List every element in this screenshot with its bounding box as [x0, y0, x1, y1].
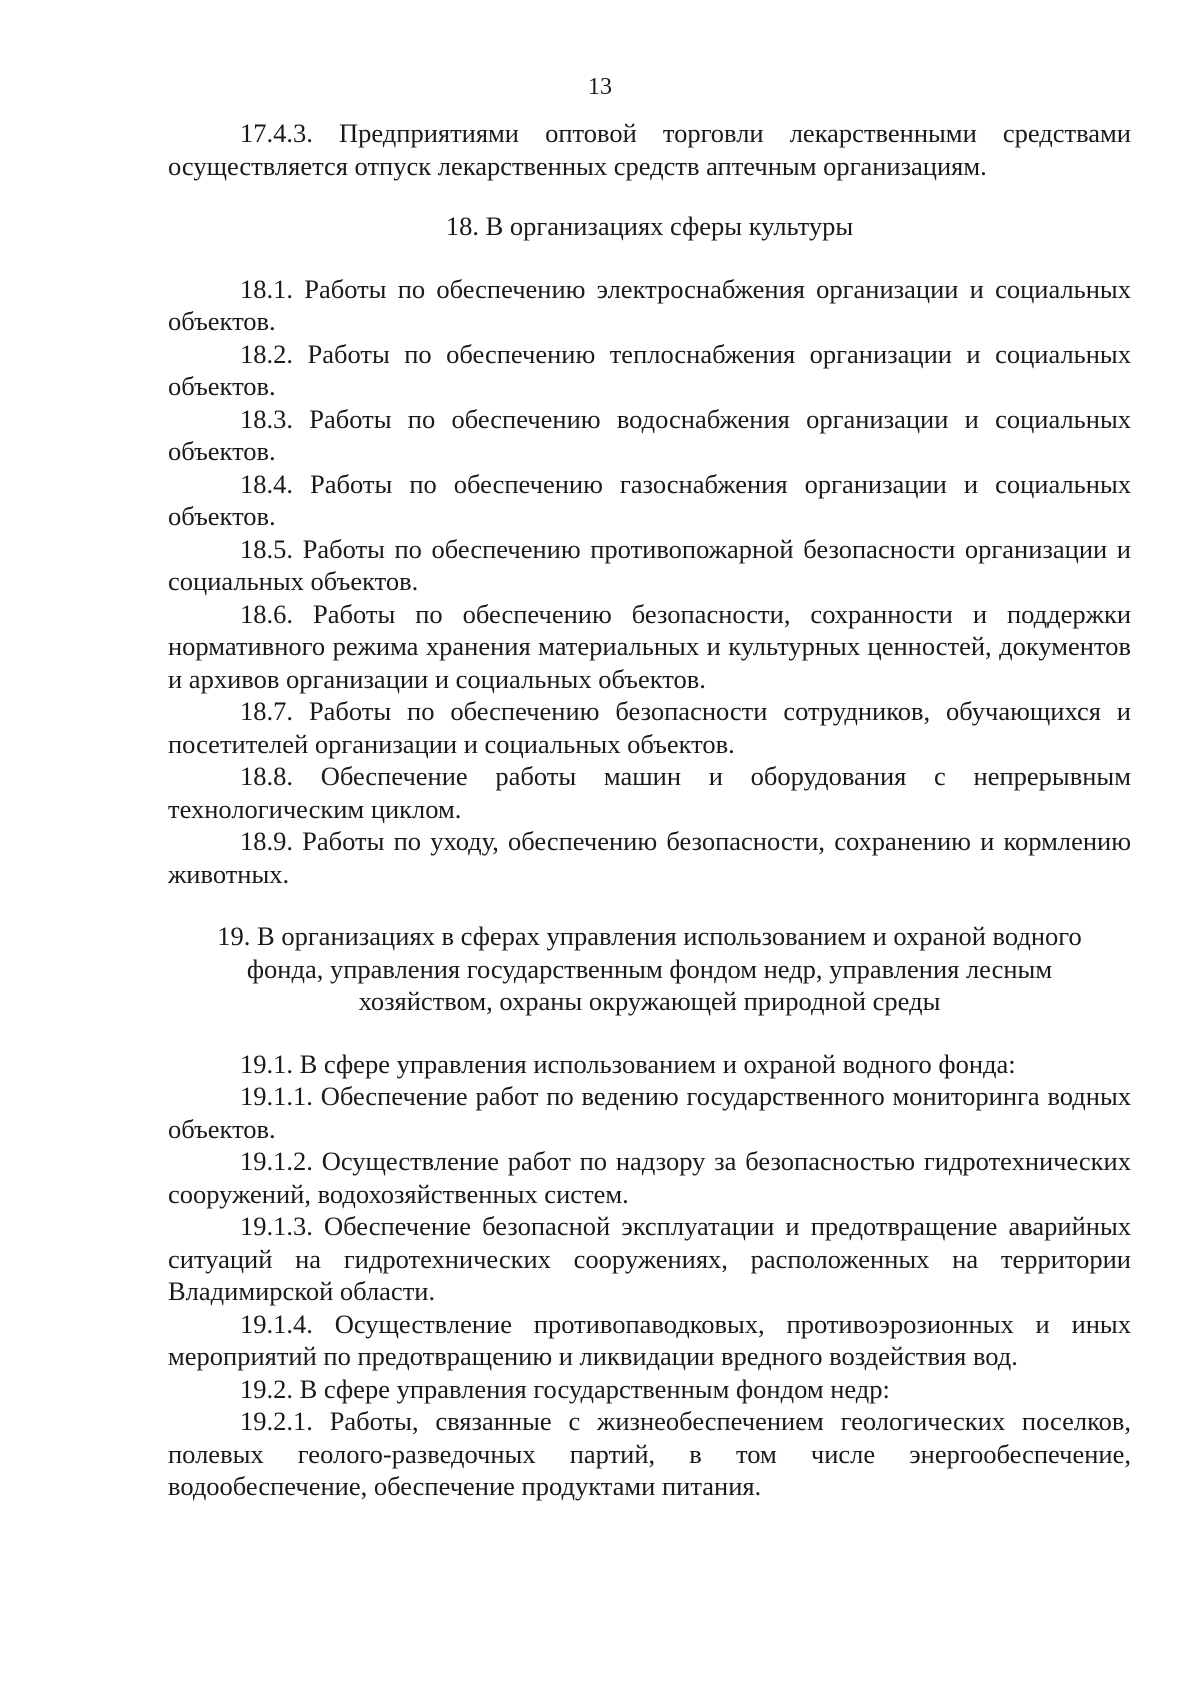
paragraph-18-2: 18.2. Работы по обеспечению теплоснабжения организации и социальных объектов.: [168, 338, 1131, 401]
paragraph-18-4: 18.4. Работы по обеспечению газоснабжения организации и социальных объектов.: [168, 468, 1131, 531]
paragraph-18-3: 18.3. Работы по обеспечению водоснабжения организации и социальных объектов.: [168, 403, 1131, 466]
section-18-heading: 18. В организациях сферы культуры: [445, 211, 854, 241]
paragraph-19-1-2: 19.1.2. Осуществление работ по надзору за безопасностью гидротехнических сооружений, водохозяйственных систем.: [168, 1146, 1131, 1209]
section-19-heading: 19. В организациях в сферах управления использованием и охраной водного фонда, управления государственным фондом недр, управления лесным хозяйством, охраны окружающей природной среды: [217, 921, 1082, 1016]
paragraph-18-7: 18.7. Работы по обеспечению безопасности сотрудников, обучающихся и посетителей организации и социальных объектов.: [168, 696, 1131, 759]
paragraph-18-5: 18.5. Работы по обеспечению противопожарной безопасности организации и социальных объектов.: [168, 533, 1131, 596]
paragraph-18-9: 18.9. Работы по уходу, обеспечению безопасности, сохранению и кормлению животных.: [168, 826, 1131, 889]
paragraph-17-4-3: 17.4.3. Предприятиями оптовой торговли лекарственными средствами осуществляется отпуск лекарственных средств аптечным организациям.: [168, 118, 1131, 181]
paragraph-19-1-1: 19.1.1. Обеспечение работ по ведению государственного мониторинга водных объектов.: [168, 1081, 1131, 1144]
paragraph-19-1-4: 19.1.4. Осуществление противопаводковых, противоэрозионных и иных мероприятий по предотвращению и ликвидации вредного воздействия вод.: [168, 1308, 1131, 1371]
paragraph-18-8: 18.8. Обеспечение работы машин и оборудования с непрерывным технологическим циклом.: [168, 761, 1131, 824]
paragraph-19-1: 19.1. В сфере управления использованием и охраной водного фонда:: [240, 1048, 1016, 1079]
document-body: [168, 117, 1131, 1503]
page-number: 13: [588, 74, 612, 100]
paragraph-19-1-3: 19.1.3. Обеспечение безопасной эксплуатации и предотвращение аварийных ситуаций на гидротехнических сооружениях, расположенных на территории Владимирской области.: [168, 1211, 1131, 1306]
paragraph-18-6: 18.6. Работы по обеспечению безопасности, сохранности и поддержки нормативного режима хранения материальных и культурных ценностей, документов и архивов организации и социальных объектов.: [168, 598, 1131, 694]
paragraph-19-2: 19.2. В сфере управления государственным фондом недр:: [240, 1373, 890, 1404]
paragraph-18-1: 18.1. Работы по обеспечению электроснабжения организации и социальных объектов.: [168, 273, 1131, 336]
paragraph-19-2-1: 19.2.1. Работы, связанные с жизнеобеспечением геологических поселков, полевых геолого-разведочных партий, в том числе энергообеспечение, водообеспечение, обеспечение продуктами питания.: [168, 1406, 1131, 1501]
